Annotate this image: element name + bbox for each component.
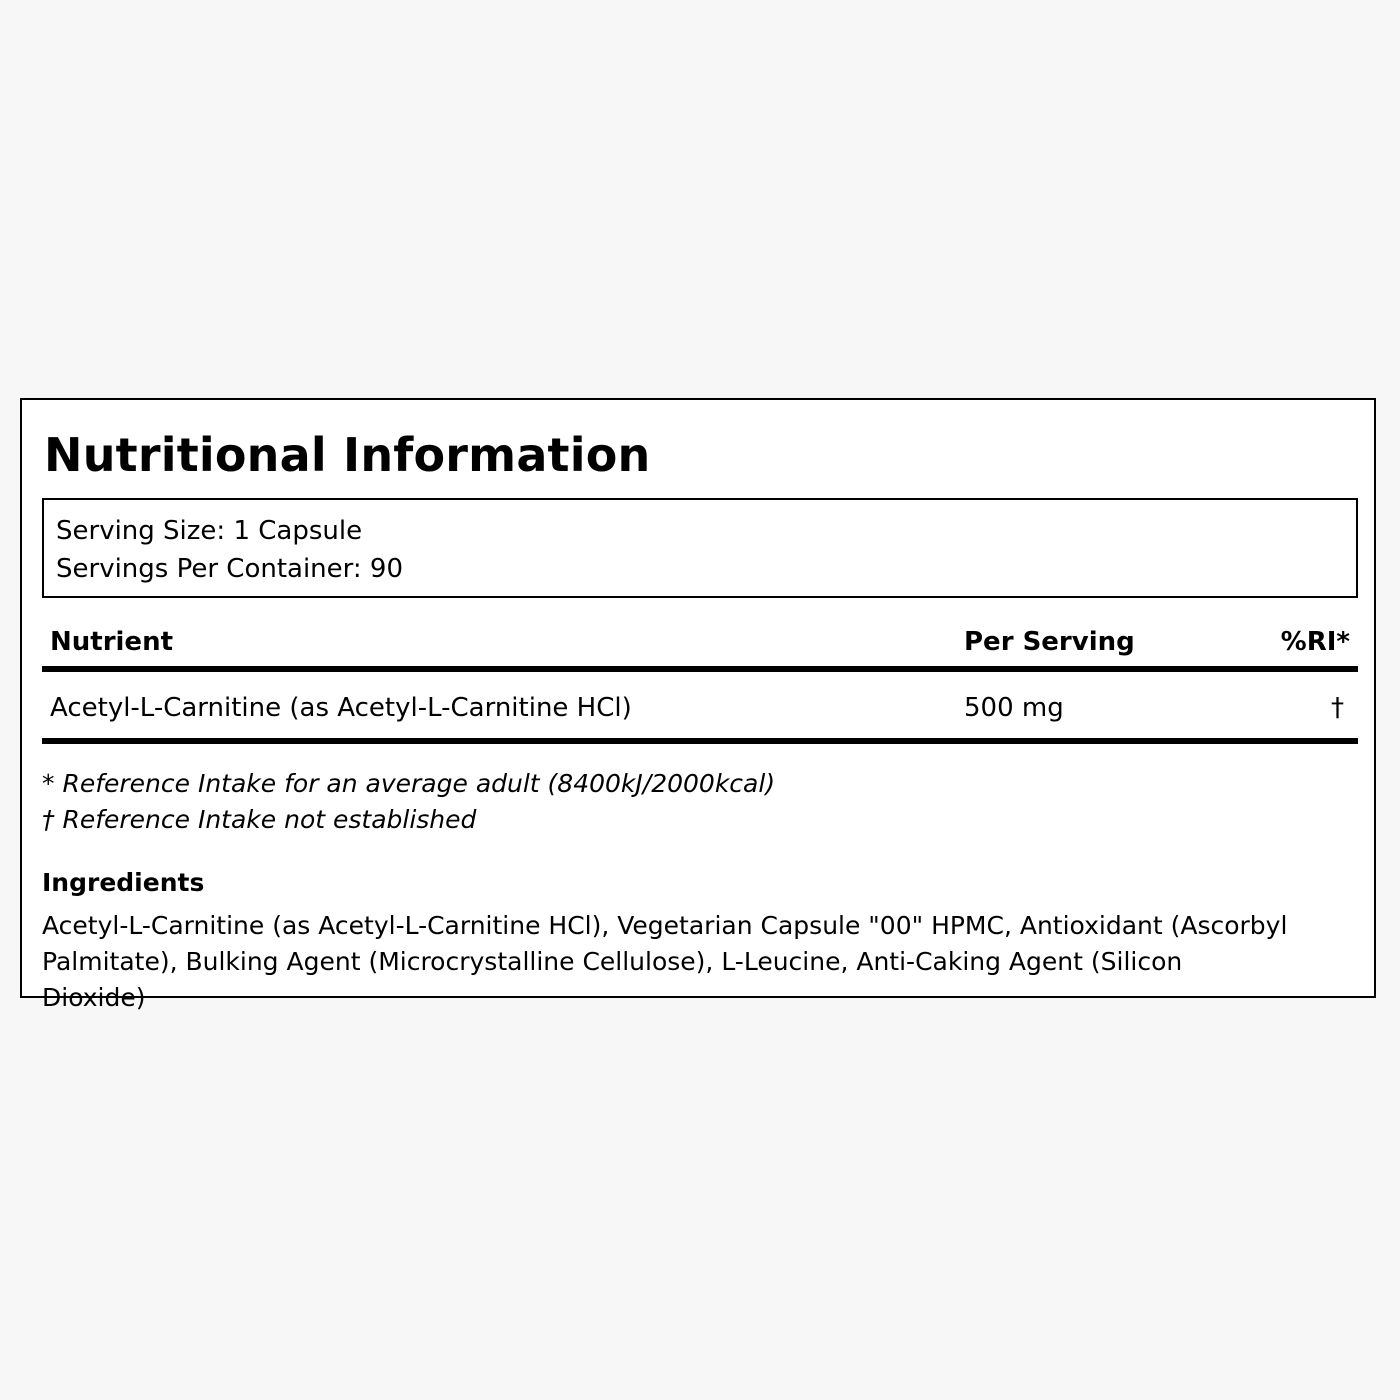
nutrient-table [42, 622, 1358, 744]
header-nutrient: Nutrient [50, 627, 174, 657]
table-header-row [42, 622, 1358, 672]
cell-nutrient: Acetyl-L-Carnitine (as Acetyl-L-Carnitine HCl) [50, 693, 632, 723]
cell-per-serving: 500 mg [964, 693, 1064, 723]
footnotes [42, 766, 775, 838]
footnote-not-established: † Reference Intake not established [42, 805, 477, 834]
cell-ri: † [1331, 693, 1344, 723]
header-ri: %RI* [1280, 627, 1350, 657]
panel-title: Nutritional Information [44, 428, 651, 482]
nutrition-panel [20, 398, 1376, 1012]
footnote-reference-intake: * Reference Intake for an average adult (8400kJ/2000kcal) [42, 769, 776, 798]
ingredients-heading: Ingredients [42, 868, 205, 897]
serving-size: Serving Size: 1 Capsule [56, 516, 363, 546]
table-row [42, 672, 1358, 744]
header-per-serving: Per Serving [964, 627, 1135, 657]
servings-per-container: Servings Per Container: 90 [56, 554, 404, 584]
serving-info-box [42, 498, 1358, 598]
ingredients-text: Acetyl-L-Carnitine (as Acetyl-L-Carnitine HCl), Vegetarian Capsule "00" HPMC, Antioxidant (Ascorbyl Palmitate), Bulking Agent (Microcrystalline Cellulose), L-Leucine, Anti-Caking Agent (Silicon Dioxide) [42, 911, 1288, 1012]
